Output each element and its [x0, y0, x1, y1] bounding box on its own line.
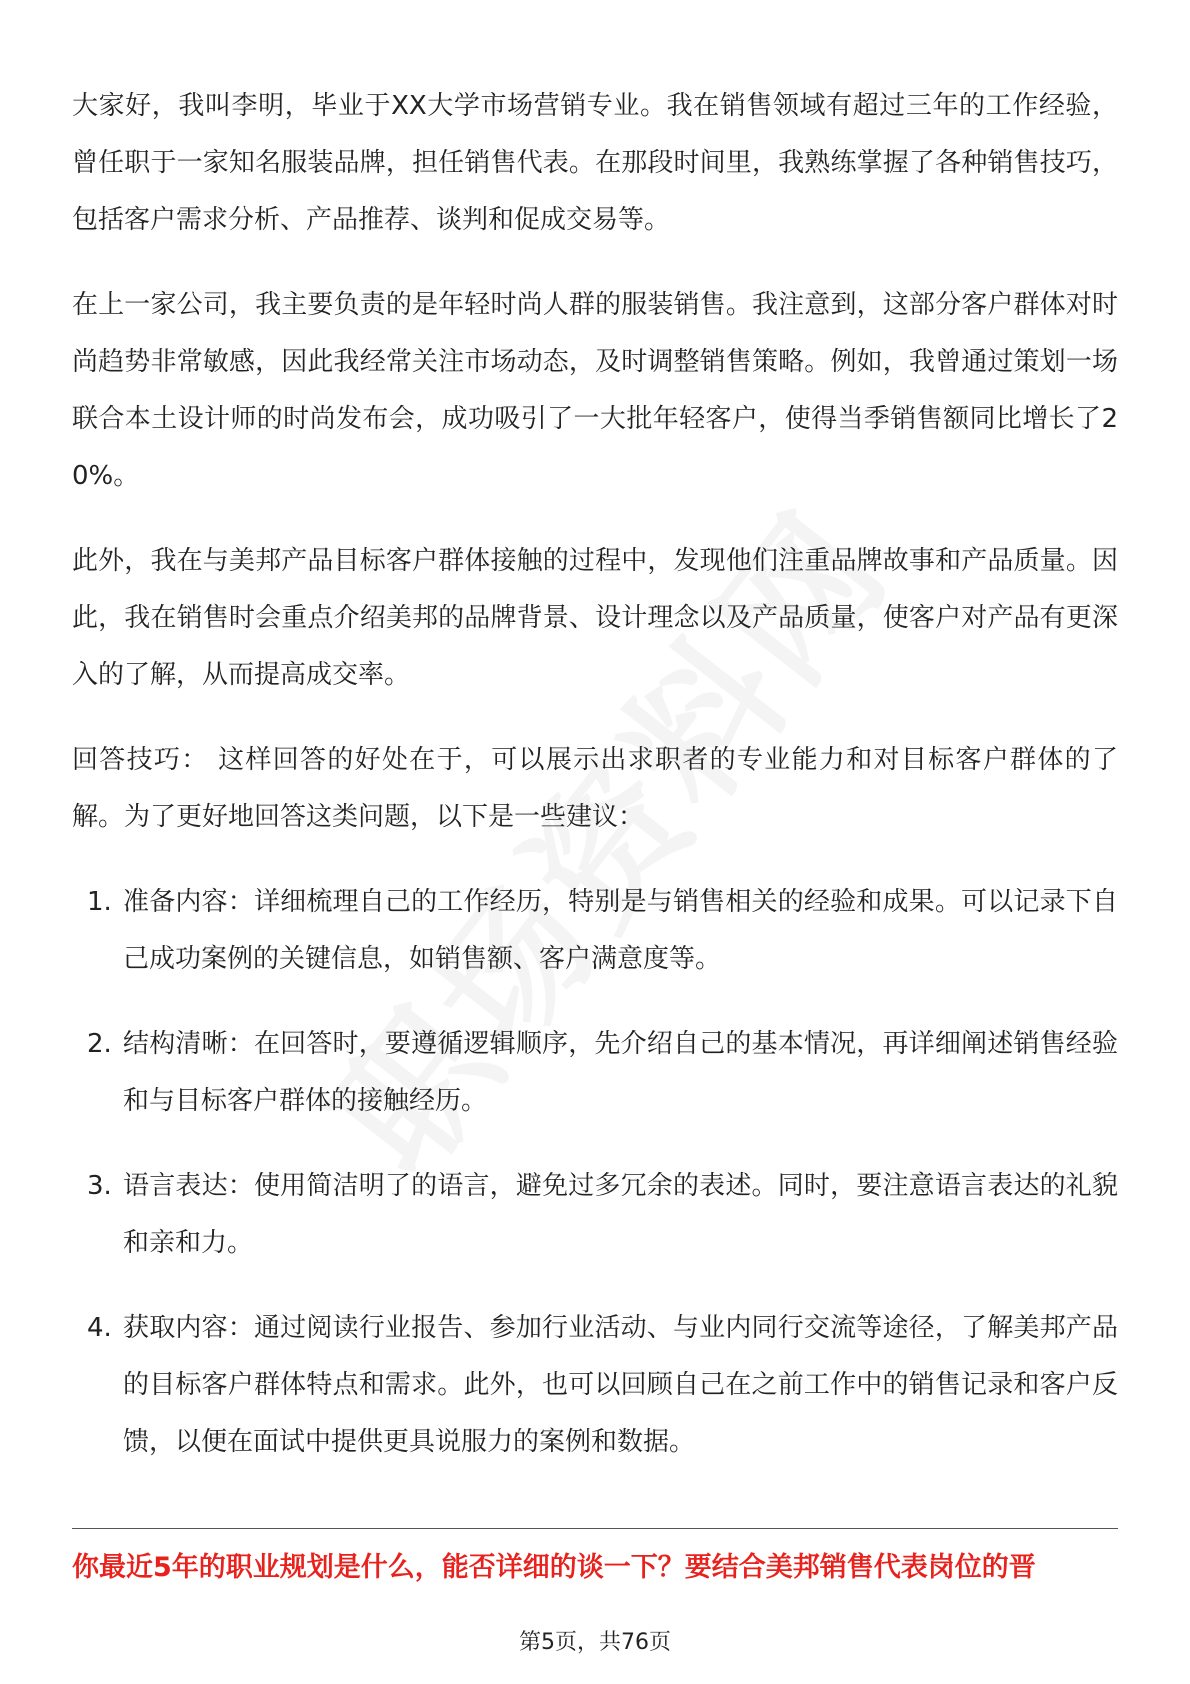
list-number: 2. [87, 1029, 112, 1059]
paragraph-intro: 大家好，我叫李明，毕业于XX大学市场营销专业。我在销售领域有超过三年的工作经验，曾任职于一家知名服装品牌，担任销售代表。在那段时间里，我熟练掌握了各种销售技巧，包括客户需求分析、产品推荐、谈判和促成交易等。 [72, 91, 1118, 235]
list-number: 4. [87, 1313, 112, 1343]
list-number: 1. [87, 887, 112, 917]
list-text: 语言表达：使用简洁明了的语言，避免过多冗余的表述。同时，要注意语言表达的礼貌和亲和力。 [123, 1171, 1118, 1258]
section-divider [72, 1528, 1118, 1529]
list-item [72, 874, 1118, 988]
list-text: 获取内容：通过阅读行业报告、参加行业活动、与业内同行交流等途径，了解美邦产品的目标客户群体特点和需求。此外，也可以回顾自己在之前工作中的销售记录和客户反馈，以便在面试中提供更具说服力的案例和数据。 [123, 1313, 1118, 1457]
list-text: 结构清晰：在回答时，要遵循逻辑顺序，先介绍自己的基本情况，再详细阐述销售经验和与目标客户群体的接触经历。 [123, 1029, 1118, 1116]
page-footer: 第5页，共76页 [519, 1630, 671, 1655]
list-number: 3. [87, 1171, 112, 1201]
paragraph-target-customers: 此外，我在与美邦产品目标客户群体接触的过程中，发现他们注重品牌故事和产品质量。因此，我在销售时会重点介绍美邦的品牌背景、设计理念以及产品质量，使客户对产品有更深入的了解，从而提高成交率。 [72, 546, 1118, 690]
list-item [72, 1300, 1118, 1471]
list-item [72, 1016, 1118, 1130]
tips-list [72, 874, 1118, 1471]
paragraph-previous-company: 在上一家公司，我主要负责的是年轻时尚人群的服装销售。我注意到，这部分客户群体对时尚趋势非常敏感，因此我经常关注市场动态，及时调整销售策略。例如，我曾通过策划一场联合本土设计师的时尚发布会，成功吸引了一大批年轻客户，使得当季销售额同比增长了20%。 [72, 290, 1118, 491]
list-item [72, 1158, 1118, 1272]
paragraph-answer-tips: 回答技巧： 这样回答的好处在于，可以展示出求职者的专业能力和对目标客户群体的了解。为了更好地回答这类问题，以下是一些建议： [72, 745, 1118, 832]
list-text: 准备内容：详细梳理自己的工作经历，特别是与销售相关的经验和成果。可以记录下自己成功案例的关键信息，如销售额、客户满意度等。 [123, 887, 1118, 974]
next-question-heading: 你最近5年的职业规划是什么，能否详细的谈一下？要结合美邦销售代表岗位的晋 [72, 1552, 1036, 1583]
document-body [72, 78, 1118, 1499]
